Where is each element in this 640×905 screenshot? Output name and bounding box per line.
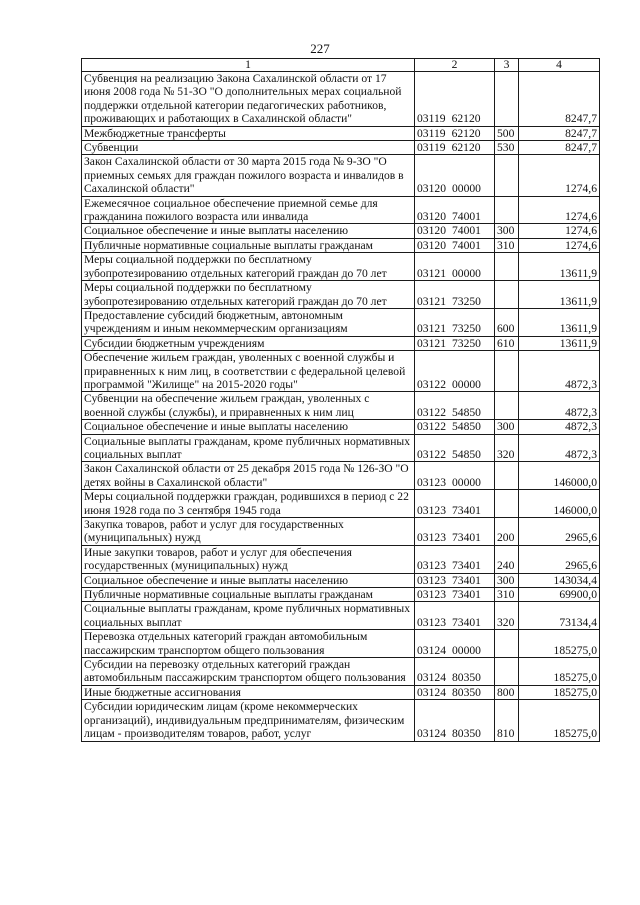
amount: 2965,6: [519, 545, 600, 573]
amount: 73134,4: [519, 602, 600, 630]
program-code: 03122: [417, 447, 446, 461]
amount: 2965,6: [519, 518, 600, 546]
page-number: 227: [310, 41, 330, 56]
direction-code: 54850: [451, 447, 481, 461]
program-code: 03119: [417, 112, 446, 126]
table-row: [82, 72, 600, 127]
target-article-code: [415, 72, 495, 127]
direction-code: 74001: [451, 224, 481, 238]
amount: 143034,4: [519, 573, 600, 587]
program-code: 03123: [417, 588, 446, 602]
amount: 146000,0: [519, 462, 600, 490]
direction-code: 73401: [451, 588, 481, 602]
direction-code: 00000: [451, 377, 481, 391]
item-name: Обеспечение жильем граждан, уволенных с военной службы и приравненных к ним лиц, в соответствии с федеральной целевой программой "Жилище" на 2015-2020 годы": [82, 351, 415, 392]
budget-table: [81, 58, 600, 742]
direction-code: 80350: [451, 671, 481, 685]
direction-code: 54850: [451, 405, 481, 419]
expense-type-code: [495, 462, 519, 490]
amount: 4872,3: [519, 434, 600, 462]
item-name: Ежемесячное социальное обеспечение приемной семье для гражданина пожилого возраста или инвалида: [82, 196, 415, 224]
expense-type-code: 600: [495, 308, 519, 336]
expense-type-code: 300: [495, 224, 519, 238]
amount: 8247,7: [519, 126, 600, 140]
expense-type-code: 200: [495, 518, 519, 546]
direction-code: 62120: [451, 112, 481, 126]
table-row: [82, 630, 600, 658]
table-row: [82, 545, 600, 573]
expense-type-code: 240: [495, 545, 519, 573]
item-name: Предоставление субсидий бюджетным, автономным учреждениям и иным некоммерческим организациям: [82, 308, 415, 336]
program-code: 03119: [417, 141, 446, 155]
direction-code: 73401: [451, 615, 481, 629]
expense-type-code: 800: [495, 685, 519, 699]
program-code: 03120: [417, 182, 446, 196]
target-article-code: [415, 238, 495, 252]
item-name: Социальные выплаты гражданам, кроме публичных нормативных социальных выплат: [82, 602, 415, 630]
item-name: Субвенции: [82, 141, 415, 155]
target-article-code: [415, 658, 495, 686]
budget-table-body: [82, 59, 600, 742]
table-row: [82, 602, 600, 630]
table-row: [82, 308, 600, 336]
expense-type-code: [495, 490, 519, 518]
program-code: 03124: [417, 685, 446, 699]
expense-type-code: 500: [495, 126, 519, 140]
target-article-code: [415, 630, 495, 658]
table-row: [82, 573, 600, 587]
amount: 4872,3: [519, 392, 600, 420]
program-code: 03121: [417, 294, 446, 308]
program-code: 03121: [417, 266, 446, 280]
item-name: Субсидии юридическим лицам (кроме некоммерческих организаций), индивидуальным предпринимателям, физическим лицам - производителям товаров, работ, услуг: [82, 700, 415, 741]
direction-code: 80350: [451, 727, 481, 741]
amount: 146000,0: [519, 490, 600, 518]
expense-type-code: [495, 155, 519, 196]
amount: 1274,6: [519, 155, 600, 196]
target-article-code: [415, 224, 495, 238]
amount: 185275,0: [519, 630, 600, 658]
item-name: Иные бюджетные ассигнования: [82, 685, 415, 699]
direction-code: 73250: [451, 322, 481, 336]
amount: 13611,9: [519, 281, 600, 309]
program-code: 03124: [417, 671, 446, 685]
expense-type-code: [495, 658, 519, 686]
table-row: [82, 336, 600, 350]
table-row: [82, 518, 600, 546]
expense-type-code: 300: [495, 573, 519, 587]
target-article-code: [415, 685, 495, 699]
target-article-code: [415, 700, 495, 741]
target-article-code: [415, 253, 495, 281]
item-name: Субвенции на обеспечение жильем граждан, уволенных с военной службы (службы), и приравненных к ним лиц: [82, 392, 415, 420]
direction-code: 62120: [451, 126, 481, 140]
item-name: Субвенция на реализацию Закона Сахалинской области от 17 июня 2008 года № 51-ЗО "О дополнительных мерах социальной поддержки отдельной категории педагогических работников, проживающих и работающих в Сахалинской области": [82, 72, 415, 127]
target-article-code: [415, 281, 495, 309]
program-code: 03123: [417, 475, 446, 489]
expense-type-code: 300: [495, 420, 519, 434]
column-number-row: [82, 59, 600, 72]
column-number-2: 2: [415, 59, 495, 72]
item-name: Публичные нормативные социальные выплаты гражданам: [82, 238, 415, 252]
item-name: Публичные нормативные социальные выплаты гражданам: [82, 588, 415, 602]
amount: 1274,6: [519, 196, 600, 224]
target-article-code: [415, 420, 495, 434]
direction-code: 00000: [451, 475, 481, 489]
target-article-code: [415, 545, 495, 573]
target-article-code: [415, 490, 495, 518]
expense-type-code: 610: [495, 336, 519, 350]
amount: 1274,6: [519, 238, 600, 252]
direction-code: 74001: [451, 210, 481, 224]
program-code: 03123: [417, 573, 446, 587]
table-row: [82, 141, 600, 155]
table-row: [82, 490, 600, 518]
expense-type-code: [495, 196, 519, 224]
table-row: [82, 224, 600, 238]
target-article-code: [415, 602, 495, 630]
target-article-code: [415, 196, 495, 224]
target-article-code: [415, 434, 495, 462]
expense-type-code: 530: [495, 141, 519, 155]
table-row: [82, 392, 600, 420]
item-name: Социальное обеспечение и иные выплаты населению: [82, 573, 415, 587]
program-code: 03124: [417, 643, 446, 657]
direction-code: 00000: [451, 266, 481, 280]
program-code: 03124: [417, 727, 446, 741]
expense-type-code: [495, 281, 519, 309]
direction-code: 73401: [451, 559, 481, 573]
item-name: Меры социальной поддержки граждан, родившихся в период с 22 июня 1928 года по 3 сентября 1945 года: [82, 490, 415, 518]
table-row: [82, 658, 600, 686]
amount: 8247,7: [519, 72, 600, 127]
item-name: Субсидии на перевозку отдельных категорий граждан автомобильным пассажирским транспортом общего пользования: [82, 658, 415, 686]
amount: 13611,9: [519, 253, 600, 281]
amount: 69900,0: [519, 588, 600, 602]
amount: 13611,9: [519, 308, 600, 336]
direction-code: 73250: [451, 336, 481, 350]
item-name: Межбюджетные трансферты: [82, 126, 415, 140]
target-article-code: [415, 588, 495, 602]
target-article-code: [415, 351, 495, 392]
column-number-4: 4: [519, 59, 600, 72]
direction-code: 00000: [451, 182, 481, 196]
item-name: Меры социальной поддержки по бесплатному зубопротезированию отдельных категорий граждан до 70 лет: [82, 253, 415, 281]
item-name: Закупка товаров, работ и услуг для государственных (муниципальных) нужд: [82, 518, 415, 546]
expense-type-code: [495, 392, 519, 420]
item-name: Иные закупки товаров, работ и услуг для обеспечения государственных (муниципальных) нужд: [82, 545, 415, 573]
item-name: Социальное обеспечение и иные выплаты населению: [82, 420, 415, 434]
amount: 1274,6: [519, 224, 600, 238]
expense-type-code: [495, 72, 519, 127]
target-article-code: [415, 141, 495, 155]
table-row: [82, 351, 600, 392]
target-article-code: [415, 336, 495, 350]
target-article-code: [415, 392, 495, 420]
table-row: [82, 238, 600, 252]
item-name: Субсидии бюджетным учреждениям: [82, 336, 415, 350]
item-name: Перевозка отдельных категорий граждан автомобильным пассажирским транспортом общего пользования: [82, 630, 415, 658]
program-code: 03123: [417, 559, 446, 573]
target-article-code: [415, 126, 495, 140]
target-article-code: [415, 518, 495, 546]
item-name: Социальные выплаты гражданам, кроме публичных нормативных социальных выплат: [82, 434, 415, 462]
direction-code: 74001: [451, 238, 481, 252]
program-code: 03122: [417, 420, 446, 434]
direction-code: 80350: [451, 685, 481, 699]
direction-code: 73401: [451, 503, 481, 517]
program-code: 03123: [417, 503, 446, 517]
program-code: 03120: [417, 210, 446, 224]
program-code: 03120: [417, 224, 446, 238]
table-row: [82, 281, 600, 309]
program-code: 03121: [417, 322, 446, 336]
program-code: 03120: [417, 238, 446, 252]
amount: 185275,0: [519, 658, 600, 686]
table-row: [82, 196, 600, 224]
amount: 185275,0: [519, 700, 600, 741]
target-article-code: [415, 462, 495, 490]
program-code: 03123: [417, 531, 446, 545]
item-name: Меры социальной поддержки по бесплатному зубопротезированию отдельных категорий граждан до 70 лет: [82, 281, 415, 309]
table-row: [82, 420, 600, 434]
expense-type-code: [495, 351, 519, 392]
program-code: 03122: [417, 377, 446, 391]
item-name: Социальное обеспечение и иные выплаты населению: [82, 224, 415, 238]
table-row: [82, 434, 600, 462]
direction-code: 73401: [451, 573, 481, 587]
expense-type-code: 320: [495, 602, 519, 630]
amount: 8247,7: [519, 141, 600, 155]
column-number-1: 1: [82, 59, 415, 72]
item-name: Закон Сахалинской области от 30 марта 2015 года № 9-ЗО "О приемных семьях для граждан пожилого возраста и инвалидов в Сахалинской области": [82, 155, 415, 196]
expense-type-code: 810: [495, 700, 519, 741]
direction-code: 00000: [451, 643, 481, 657]
direction-code: 54850: [451, 420, 481, 434]
table-row: [82, 462, 600, 490]
amount: 4872,3: [519, 420, 600, 434]
direction-code: 73250: [451, 294, 481, 308]
target-article-code: [415, 155, 495, 196]
target-article-code: [415, 573, 495, 587]
amount: 13611,9: [519, 336, 600, 350]
direction-code: 62120: [451, 141, 481, 155]
program-code: 03119: [417, 126, 446, 140]
expense-type-code: 310: [495, 238, 519, 252]
table-row: [82, 685, 600, 699]
program-code: 03121: [417, 336, 446, 350]
table-row: [82, 588, 600, 602]
column-number-3: 3: [495, 59, 519, 72]
table-row: [82, 700, 600, 741]
table-row: [82, 126, 600, 140]
expense-type-code: 310: [495, 588, 519, 602]
expense-type-code: [495, 630, 519, 658]
table-row: [82, 253, 600, 281]
table-row: [82, 155, 600, 196]
expense-type-code: [495, 253, 519, 281]
program-code: 03123: [417, 615, 446, 629]
amount: 185275,0: [519, 685, 600, 699]
program-code: 03122: [417, 405, 446, 419]
expense-type-code: 320: [495, 434, 519, 462]
direction-code: 73401: [451, 531, 481, 545]
item-name: Закон Сахалинской области от 25 декабря 2015 года № 126-ЗО "О детях войны в Сахалинской области": [82, 462, 415, 490]
amount: 4872,3: [519, 351, 600, 392]
target-article-code: [415, 308, 495, 336]
